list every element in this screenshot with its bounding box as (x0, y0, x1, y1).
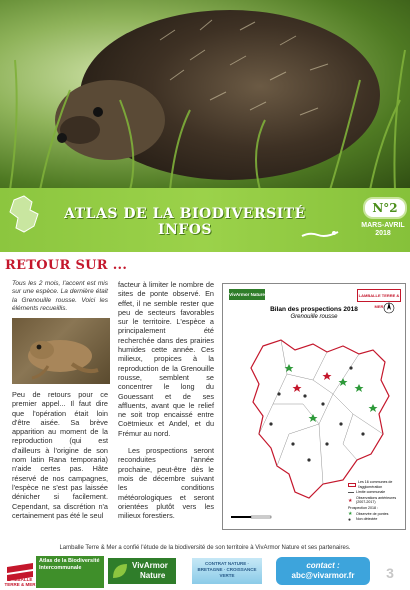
issue-date (358, 222, 408, 238)
prospection-map (222, 283, 406, 530)
lizard-icon (300, 226, 340, 242)
legend-item-not-detected: ● Non détectée (348, 516, 378, 523)
footer (0, 553, 410, 590)
section-title: RETOUR SUR ... (5, 258, 128, 273)
issue-date-months: MARS-AVRIL (361, 222, 405, 229)
legend-item-observed: ★ Observée de pontes (348, 511, 389, 518)
article-paragraph-1: facteur à limiter le nombre de sites de ponte observé. En effet, il ne semble rester que peu de secteurs favorables sur le territoire. L'espèce a principalement été recherchée dans des prairies humides cette année. Ces milieux, propices à la reproduction de la Grenouille rousse, semblent se concentrer le long du Gouessant et de ses affluents, avant que le relief ne soit trop encaissé entre Coëtmieux et Andel, et du Frémur au nord. (118, 280, 214, 438)
title-line-1: ATLAS DE LA BIODIVERSITÉ (64, 206, 306, 222)
issue-date-year: 2018 (375, 230, 391, 237)
article-left-column: Peu de retours pour ce premier appel... Il faut dire que l'opération était loin d'être aisée. Sa brève apparition au moment de la reproduction (qui est d'ailleurs à l'origine de son nom latin Rana temporaria) n'aide certes pas. Hâte réservé de nos campagnes, l'espèce ne s'est pas laissée dénicher si facilement. Cependant, sa discrétion n'a certainement pas été le seul (12, 390, 108, 520)
legend-item-prior: ★ Observations antérieures (2007-2017) (348, 495, 397, 505)
map-lamballe-logo: LAMBALLE TERRE & MER (357, 289, 401, 302)
vivarmor-logo-line-1: VivArmor (132, 561, 168, 570)
atlas-biodiversite-logo: Atlas de la Biodiversité Intercommunale (36, 556, 104, 588)
scale-bar (231, 516, 271, 518)
vivarmor-logo (108, 558, 176, 584)
footer-credit: Lamballe Terre & Mer a confié l'étude de la biodiversité de son territoire à VivArmor Nature et ses partenaires. (59, 545, 351, 551)
map-subtitle: Grenouille rousse (290, 314, 338, 320)
legend-item-prospection: Prospection 2018 : (348, 505, 378, 510)
article-paragraph-2: Les prospections seront reconduites l'année prochaine, peut-être dès le mois de décembre suivant les conditions météorologiques et seront orientées plutôt vers les milieux forestiers. (118, 446, 214, 521)
hero-photo-hedgehog (0, 0, 410, 190)
page-number: 3 (386, 565, 394, 581)
article-middle-column (118, 280, 214, 528)
contact-email-link[interactable]: abc@vivarmor.fr (291, 571, 355, 580)
bretagne-contract-logo: CONTRAT NATURE · BRETAGNE · CROISSANCE VERTE (192, 558, 262, 584)
contact-label: contact : (306, 561, 340, 570)
legend-item-communes: Les 16 communes de l'agglomération (348, 480, 404, 489)
article-intro: Tous les 2 mois, l'accent est mis sur une espèce. La dernière était la Grenouille rousse. Voici les éléments recueillis. (12, 280, 108, 313)
map-legend (348, 480, 404, 523)
leaf-icon (111, 562, 129, 580)
lamballe-logo-text: LAMBALLE TERRE & MER (4, 577, 36, 587)
newsletter-title (60, 206, 310, 238)
vivarmor-logo-line-2: Nature (140, 571, 166, 580)
title-line-2: INFOS (157, 222, 213, 238)
hedgehog-illustration (0, 0, 410, 190)
title-banner (0, 188, 410, 252)
territory-outline (251, 340, 389, 498)
map-title: Bilan des prospections 2018 (270, 306, 358, 313)
territory-map-icon (2, 188, 62, 252)
contact-box (276, 557, 370, 585)
map-vivarmor-logo: VivArmor Nature (229, 289, 265, 300)
north-arrow-icon (384, 302, 394, 313)
frog-photo (12, 318, 110, 384)
frog-illustration (12, 318, 110, 384)
issue-number-badge: N°2 (363, 197, 407, 219)
legend-item-limits: Limite communale (348, 490, 404, 495)
